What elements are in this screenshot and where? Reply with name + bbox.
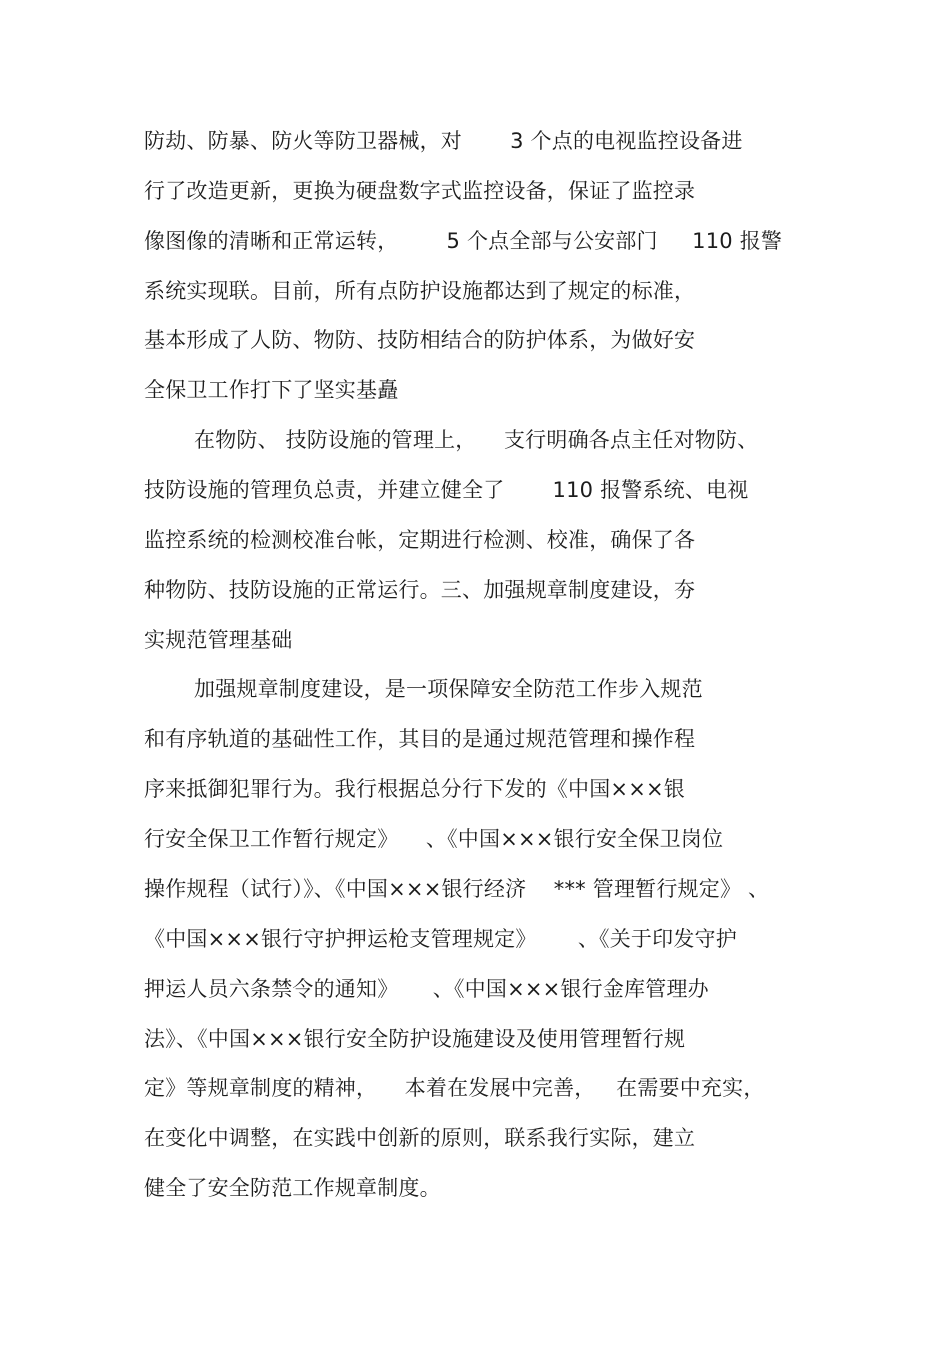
text-line-9: 监控系统的检测校准台帐，定期进行检测、校准，确保了各 xyxy=(144,528,696,552)
text-line-22: 健全了安全防范工作规章制度。 xyxy=(144,1176,441,1200)
text-line-10: 种物防、技防设施的正常运行。三、加强规章制度建设，夯 xyxy=(144,578,696,602)
paragraph-2-line-1: 在物防、 技防设施的管理上， 支行明确各点主任对物防、 xyxy=(194,428,759,452)
text-line-6: 全保卫工作打下了坚实基矗 xyxy=(144,378,399,402)
paragraph-3-line-1: 加强规章制度建设，是一项保障安全防范工作步入规范 xyxy=(194,677,703,701)
text-line-1: 防劫、防暴、防火等防卫器械，对 3 个点的电视监控设备进 xyxy=(144,129,743,153)
text-line-14: 序来抵御犯罪行为。我行根据总分行下发的《中国×××银 xyxy=(144,777,685,801)
text-line-19: 法》、《中国×××银行安全防护设施建设及使用管理暂行规 xyxy=(144,1027,686,1051)
text-line-11: 实规范管理基础 xyxy=(144,628,293,652)
text-line-4: 系统实现联。目前，所有点防护设施都达到了规定的标准， xyxy=(144,279,696,303)
text-line-17: 《中国×××银行守护押运枪支管理规定》 、《关于印发守护 xyxy=(144,927,737,951)
text-line-15: 行安全保卫工作暂行规定》 、《中国×××银行安全保卫岗位 xyxy=(144,827,724,851)
text-line-5: 基本形成了人防、物防、技防相结合的防护体系，为做好安 xyxy=(144,328,696,352)
text-line-20: 定》等规章制度的精神， 本着在发展中完善， 在需要中充实， xyxy=(144,1076,765,1100)
text-line-2: 行了改造更新，更换为硬盘数字式监控设备，保证了监控录 xyxy=(144,179,696,203)
text-line-3: 像图像的清晰和正常运转， 5 个点全部与公安部门 110 报警 xyxy=(144,229,783,253)
text-line-21: 在变化中调整，在实践中创新的原则，联系我行实际，建立 xyxy=(144,1126,696,1150)
text-line-8: 技防设施的管理负总责，并建立健全了 110 报警系统、电视 xyxy=(144,478,749,502)
text-line-16: 操作规程（试行）》、《中国×××银行经济 *** 管理暂行规定》 、 xyxy=(144,877,770,901)
text-line-13: 和有序轨道的基础性工作，其目的是通过规范管理和操作程 xyxy=(144,727,696,751)
text-line-18: 押运人员六条禁令的通知》 、《中国×××银行金库管理办 xyxy=(144,977,709,1001)
